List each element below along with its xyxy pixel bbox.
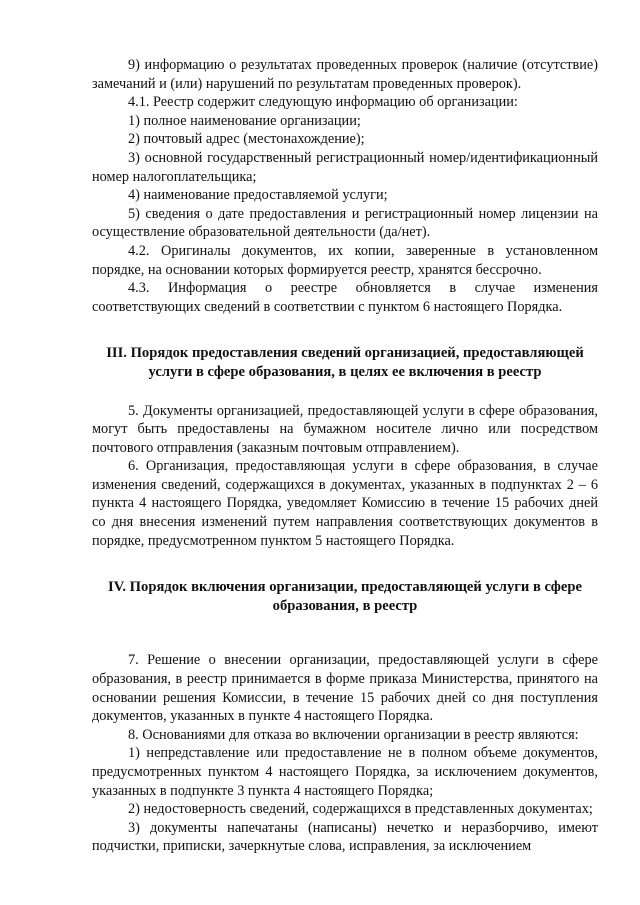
list-item-2: 2) почтовый адрес (местонахождение);: [128, 131, 365, 148]
document-page: [92, 56, 598, 856]
section-3-heading: III. Порядок предоставления сведений организацией, предоставляющей услуги в сфере образования, в целях ее включения в реестр: [106, 345, 584, 380]
paragraph-4-2: 4.2. Оригиналы документов, их копии, заверенные в установленном порядке, на основании которых формируется реестр, хранятся бессрочно.: [92, 242, 598, 278]
list-item-3: 3) основной государственный регистрационный номер/идентификационный номер налогоплательщика;: [92, 149, 598, 185]
refusal-item-3: 3) документы напечатаны (написаны) нечетко и неразборчиво, имеют подчистки, приписки, зачеркнутые слова, исправления, за исключением: [92, 819, 598, 855]
spacer: [92, 382, 598, 402]
paragraph-5: 5. Документы организацией, предоставляющей услуги в сфере образования, могут быть предоставлены на бумажном носителе лично или посредством почтового отправления (заказным почтовым отправлением).: [92, 402, 598, 456]
list-item-5: 5) сведения о дате предоставления и регистрационный номер лицензии на осуществление образовательной деятельности (да/нет).: [92, 205, 598, 241]
paragraph-item-9: 9) информацию о результатах проведенных проверок (наличие (отсутствие) замечаний и (или) нарушений по результатам проведенных проверок).: [92, 57, 598, 92]
section-4-heading: IV. Порядок включения организации, предоставляющей услуги в сфере образования, в реестр: [108, 579, 582, 614]
paragraph-4-1: 4.1. Реестр содержит следующую информацию об организации:: [128, 94, 518, 111]
spacer: [92, 550, 598, 578]
refusal-item-1: 1) непредставление или предоставление не в полном объеме документов, предусмотренных пунктом 4 настоящего Порядка, за исключением документов, указанных в подпункте 3 пункта 4 настоящего Порядка;: [92, 745, 598, 799]
refusal-item-2: 2) недостоверность сведений, содержащихся в представленных документах;: [128, 801, 593, 818]
paragraph-8: 8. Основаниями для отказа во включении организации в реестр являются:: [128, 726, 579, 743]
paragraph-6: 6. Организация, предоставляющая услуги в сфере образования, в случае изменения сведений, содержащихся в документах, указанных в подпунктах 2 – 6 пункта 4 настоящего Порядка, уведомляет Комиссию в течение 15 рабочих дней со дня внесения изменений путем направления соответствующих документов в порядке, предусмотренном пунктом 5 настоящего Порядка.: [92, 458, 598, 549]
spacer: [92, 615, 598, 651]
list-item-1: 1) полное наименование организации;: [128, 112, 361, 129]
spacer: [92, 316, 598, 344]
paragraph-4-3: 4.3. Информация о реестре обновляется в случае изменения соответствующих сведений в соответствии с пунктом 6 настоящего Порядка.: [92, 280, 598, 315]
paragraph-7: 7. Решение о внесении организации, предоставляющей услуги в сфере образования, в реестр принимается в форме приказа Министерства, принятого на основании решения Комиссии, в течение 15 рабочих дней со дня поступления документов, указанных в пункте 4 настоящего Порядка.: [92, 652, 598, 725]
list-item-4: 4) наименование предоставляемой услуги;: [128, 187, 388, 204]
